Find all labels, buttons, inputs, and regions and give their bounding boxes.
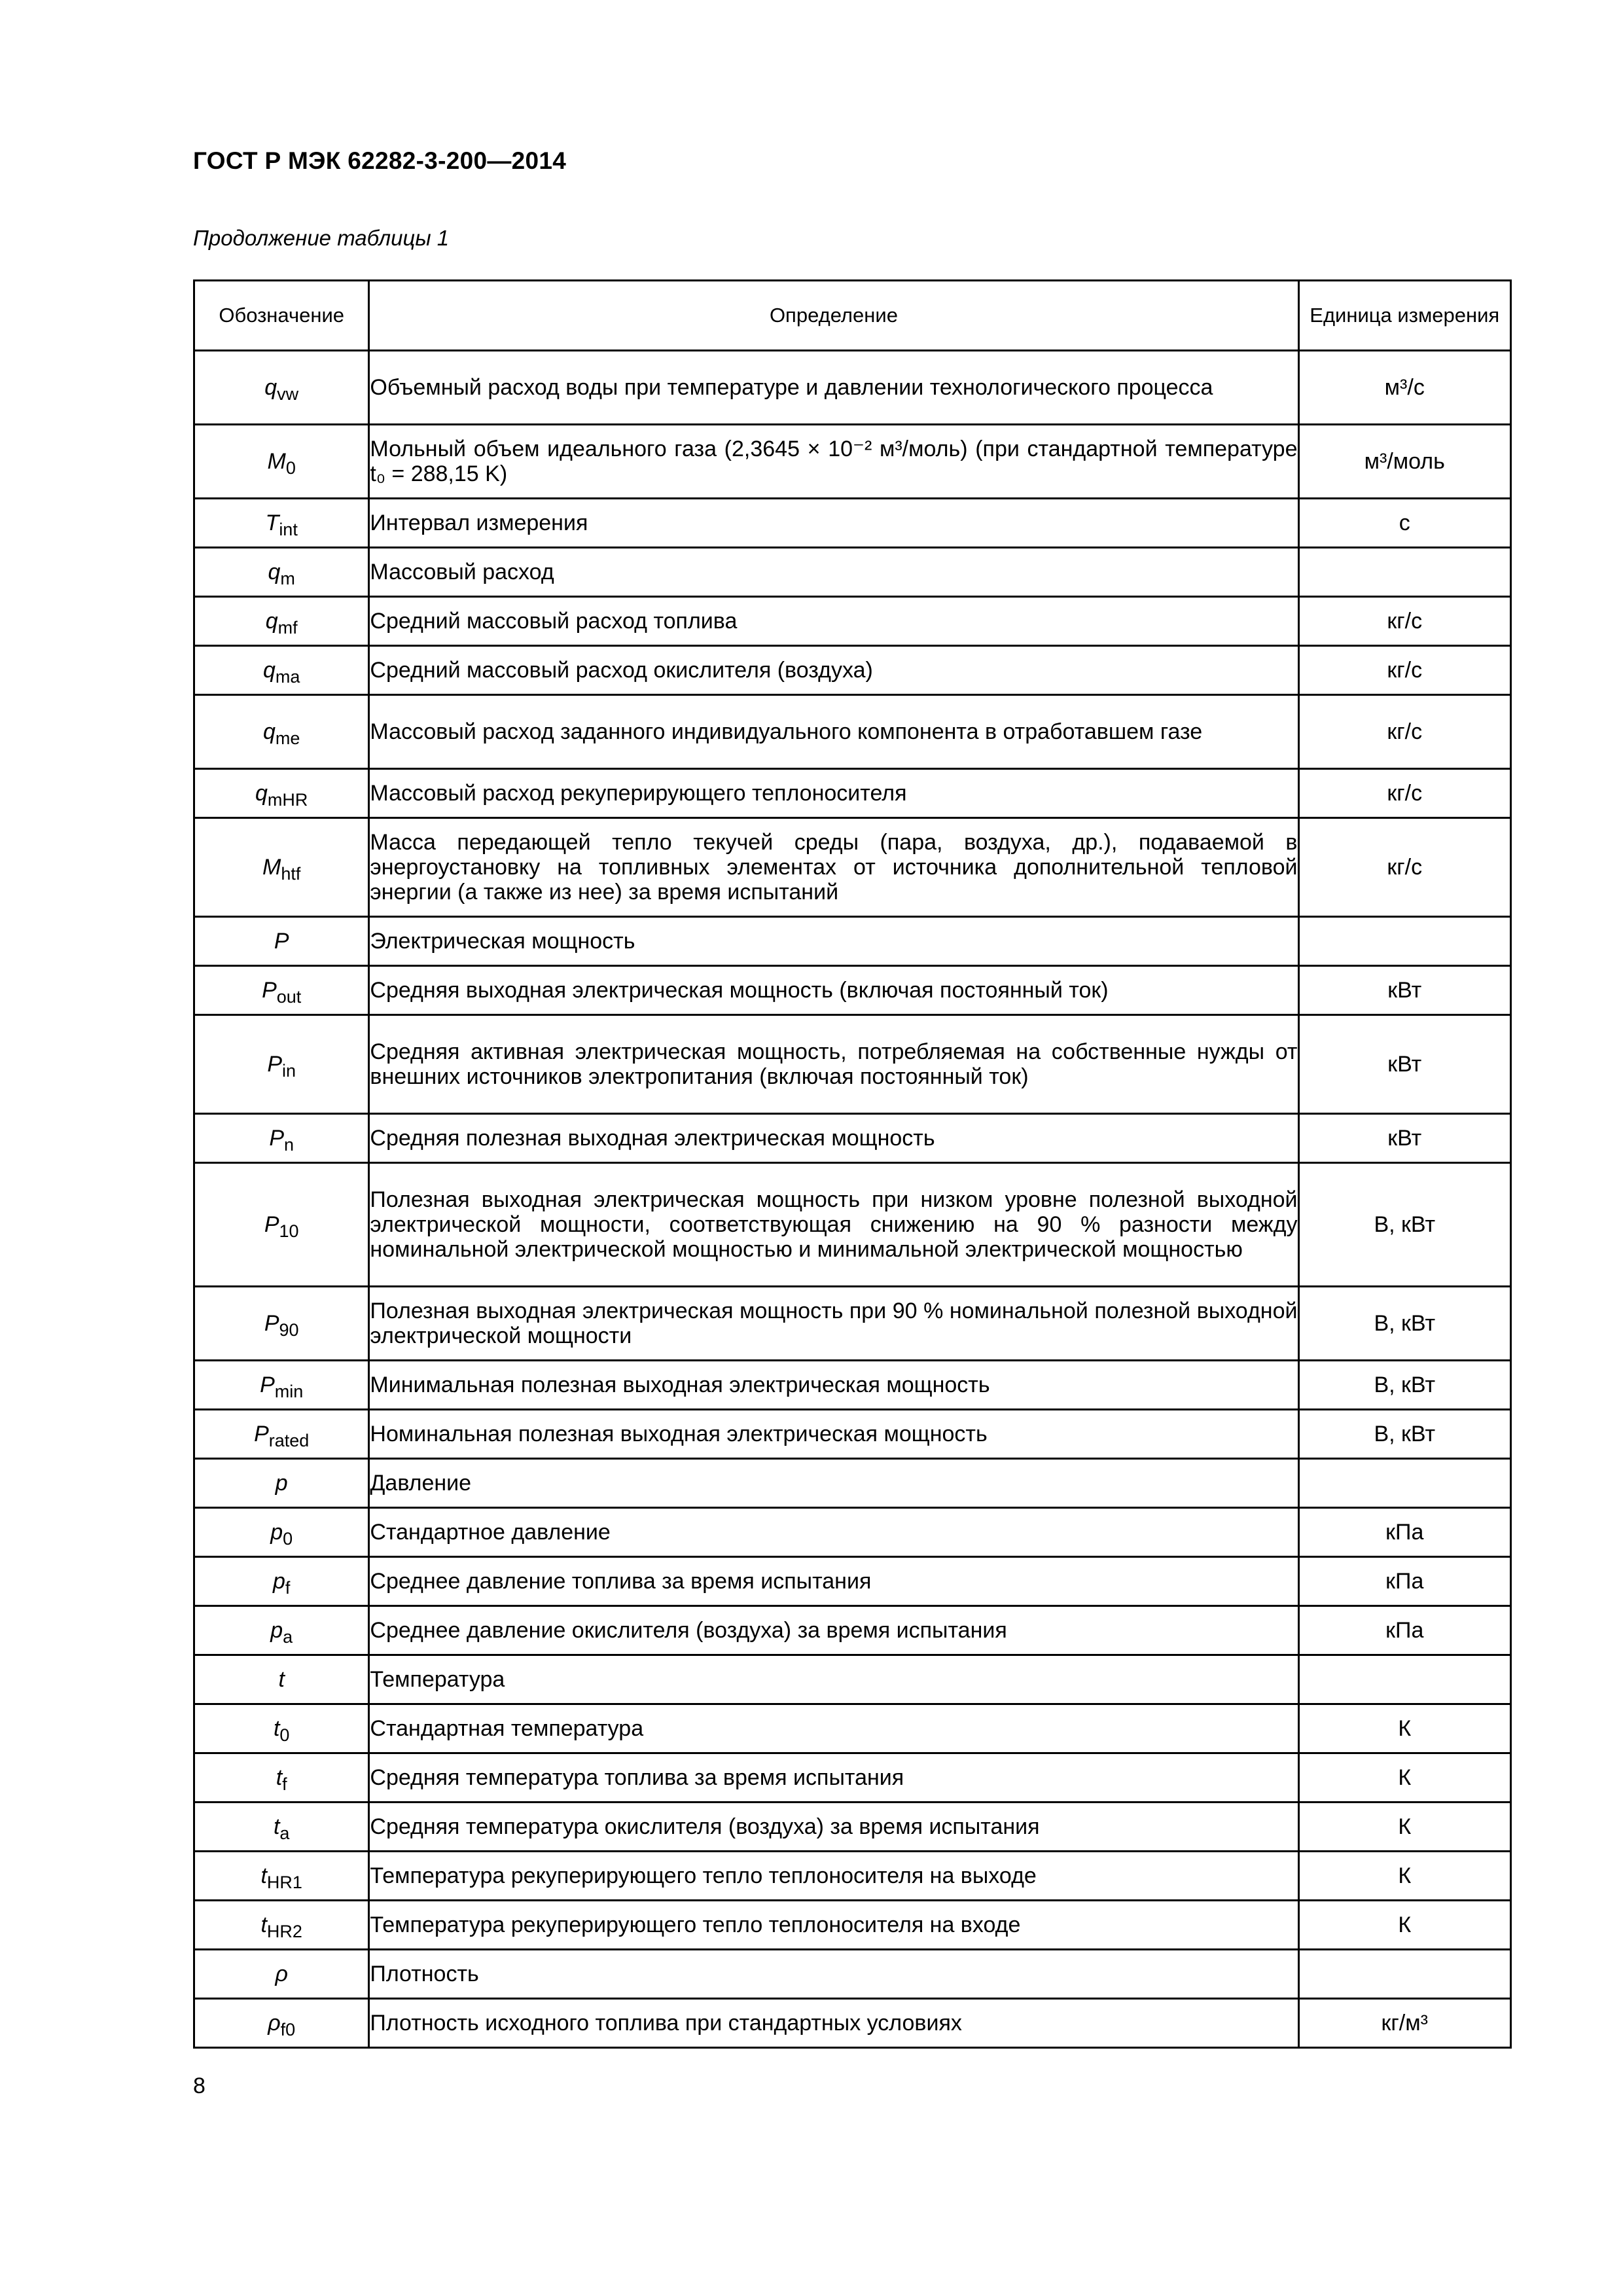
unit-cell: К [1298, 1901, 1511, 1950]
symbol-base: p [272, 1568, 285, 1594]
definition-cell: Интервал измерения [369, 499, 1298, 548]
symbol-cell [194, 351, 369, 425]
symbol-cell [194, 769, 369, 818]
table-header-row [194, 281, 1511, 351]
unit-cell: К [1298, 1704, 1511, 1753]
symbol-cell [194, 1655, 369, 1704]
unit-cell: В, кВт [1298, 1287, 1511, 1361]
symbol-subscript: min [274, 1381, 304, 1401]
symbol-cell [194, 1508, 369, 1557]
definition-cell: Полезная выходная электрическая мощность при низком уровне полезной выходной электрической мощности, соответствующая снижению на 90 % разности между номинальной электрической мощностью и минимальной электрической мощностью [369, 1163, 1298, 1287]
definition-cell: Номинальная полезная выходная электрическая мощность [369, 1410, 1298, 1459]
symbol-base: M [267, 448, 286, 474]
symbol-base: P [264, 1211, 279, 1237]
symbol-cell [194, 1704, 369, 1753]
header-symbol: Обозначение [194, 281, 369, 351]
table-row [194, 1803, 1511, 1852]
table-row [194, 1901, 1511, 1950]
definition-cell: Температура [369, 1655, 1298, 1704]
unit-cell: кВт [1298, 966, 1511, 1015]
symbol-subscript: 10 [279, 1221, 299, 1241]
unit-cell: К [1298, 1753, 1511, 1803]
unit-cell: кПа [1298, 1606, 1511, 1655]
table-row [194, 1508, 1511, 1557]
symbol-subscript: 90 [279, 1319, 299, 1340]
symbol-cell [194, 1901, 369, 1950]
table-row [194, 1655, 1511, 1704]
definition-cell: Температура рекуперирующего тепло теплоносителя на входе [369, 1901, 1298, 1950]
table-row [194, 1606, 1511, 1655]
symbol-subscript: HR2 [266, 1921, 302, 1941]
definition-cell: Средняя полезная выходная электрическая мощность [369, 1114, 1298, 1163]
symbol-base: q [255, 780, 268, 806]
symbol-subscript: m [280, 568, 295, 588]
symbol-subscript: 0 [283, 1528, 293, 1549]
table-row [194, 1704, 1511, 1753]
page-number: 8 [193, 2073, 205, 2098]
unit-cell: кг/с [1298, 818, 1511, 917]
unit-cell [1298, 1655, 1511, 1704]
table-row [194, 1163, 1511, 1287]
unit-cell [1298, 917, 1511, 966]
definition-cell: Средняя температура окислителя (воздуха) за время испытания [369, 1803, 1298, 1852]
table-row [194, 425, 1511, 499]
table-row [194, 646, 1511, 695]
symbol-base: t [278, 1666, 285, 1692]
symbol-base: T [265, 510, 279, 535]
table-row [194, 1753, 1511, 1803]
symbol-subscript: htf [281, 863, 301, 884]
symbol-subscript: 0 [285, 457, 296, 478]
symbol-base: t [260, 1863, 267, 1888]
definition-cell: Масса передающей тепло текучей среды (пара, воздуха, др.), подаваемой в энергоустановку на топливных элементах от источника дополнительной тепловой энергии (а также из нее) за время испытаний [369, 818, 1298, 917]
symbol-cell [194, 1606, 369, 1655]
table-row [194, 597, 1511, 646]
symbol-base: ρ [268, 2010, 281, 2036]
symbols-table [193, 279, 1512, 2049]
symbol-cell [194, 818, 369, 917]
unit-cell: кВт [1298, 1114, 1511, 1163]
table-row [194, 1287, 1511, 1361]
unit-cell: кг/с [1298, 695, 1511, 769]
definition-cell: Стандартное давление [369, 1508, 1298, 1557]
symbol-subscript: a [283, 1626, 293, 1647]
table-row [194, 769, 1511, 818]
definition-cell: Полезная выходная электрическая мощность при 90 % номинальной полезной выходной электрической мощности [369, 1287, 1298, 1361]
symbol-base: t [273, 1715, 280, 1741]
symbol-subscript: me [275, 728, 300, 748]
definition-cell: Средний массовый расход топлива [369, 597, 1298, 646]
unit-cell: кг/с [1298, 769, 1511, 818]
table-row [194, 548, 1511, 597]
definition-cell: Среднее давление топлива за время испытания [369, 1557, 1298, 1606]
unit-cell: кг/с [1298, 597, 1511, 646]
definition-cell: Объемный расход воды при температуре и давлении технологического процесса [369, 351, 1298, 425]
symbol-base: p [270, 1617, 283, 1643]
header-unit: Единица измерения [1298, 281, 1511, 351]
symbol-base: P [260, 1372, 275, 1397]
symbol-base: P [264, 1310, 279, 1336]
definition-cell: Плотность исходного топлива при стандартных условиях [369, 1999, 1298, 2048]
symbol-base: p [270, 1519, 283, 1545]
unit-cell: В, кВт [1298, 1410, 1511, 1459]
definition-cell: Давление [369, 1459, 1298, 1508]
symbol-cell [194, 1803, 369, 1852]
unit-cell: кВт [1298, 1015, 1511, 1114]
symbol-cell [194, 1114, 369, 1163]
symbol-cell [194, 1999, 369, 2048]
table-row [194, 1459, 1511, 1508]
table-row [194, 1361, 1511, 1410]
definition-cell: Электрическая мощность [369, 917, 1298, 966]
symbol-base: M [262, 854, 281, 880]
symbol-base: P [262, 977, 277, 1003]
symbol-cell [194, 1015, 369, 1114]
symbol-cell [194, 1287, 369, 1361]
unit-cell: с [1298, 499, 1511, 548]
symbol-base: t [276, 1765, 283, 1790]
symbol-base: P [267, 1051, 283, 1077]
definition-cell: Массовый расход [369, 548, 1298, 597]
symbol-base: t [260, 1912, 267, 1937]
definition-cell: Мольный объем идеального газа (2,3645 × 10⁻² м³/моль) (при стандартной температуре t₀ = 288,15 K) [369, 425, 1298, 499]
symbol-cell [194, 695, 369, 769]
table-continuation-caption: Продолжение таблицы 1 [193, 226, 450, 250]
symbol-subscript: HR1 [266, 1872, 302, 1892]
symbol-cell [194, 1410, 369, 1459]
symbol-base: q [262, 719, 276, 744]
symbol-cell [194, 1950, 369, 1999]
symbol-base: q [262, 657, 276, 683]
symbol-subscript: f0 [280, 2019, 296, 2039]
table-row [194, 1015, 1511, 1114]
symbol-cell [194, 1361, 369, 1410]
symbol-base: ρ [275, 1961, 288, 1986]
symbol-base: P [274, 928, 289, 954]
table-row [194, 818, 1511, 917]
table-row [194, 1852, 1511, 1901]
unit-cell: К [1298, 1852, 1511, 1901]
symbol-cell [194, 966, 369, 1015]
symbol-base: t [273, 1814, 280, 1839]
symbol-cell [194, 1852, 369, 1901]
definition-cell: Минимальная полезная выходная электрическая мощность [369, 1361, 1298, 1410]
definition-cell: Средняя выходная электрическая мощность (включая постоянный ток) [369, 966, 1298, 1015]
symbol-subscript: rated [268, 1430, 310, 1450]
unit-cell: кг/с [1298, 646, 1511, 695]
table-row [194, 966, 1511, 1015]
symbol-cell [194, 1163, 369, 1287]
table-row [194, 1557, 1511, 1606]
symbol-cell [194, 1753, 369, 1803]
symbol-cell [194, 1557, 369, 1606]
table-row [194, 1410, 1511, 1459]
symbol-base: P [269, 1125, 285, 1151]
symbol-subscript: n [284, 1134, 294, 1155]
symbol-cell [194, 646, 369, 695]
table-row [194, 695, 1511, 769]
unit-cell: м³/с [1298, 351, 1511, 425]
table-row [194, 1999, 1511, 2048]
symbol-base: q [264, 374, 277, 400]
definition-cell: Массовый расход заданного индивидуального компонента в отработавшем газе [369, 695, 1298, 769]
unit-cell [1298, 1950, 1511, 1999]
symbol-subscript: f [282, 1774, 287, 1794]
unit-cell: В, кВт [1298, 1163, 1511, 1287]
definition-cell: Температура рекуперирующего тепло теплоносителя на выходе [369, 1852, 1298, 1901]
symbol-base: q [268, 559, 281, 584]
symbol-base: P [254, 1421, 269, 1446]
definition-cell: Средняя температура топлива за время испытания [369, 1753, 1298, 1803]
symbol-base: p [275, 1470, 288, 1496]
symbol-subscript: vw [277, 384, 299, 404]
table-body [194, 351, 1511, 2048]
symbol-subscript: ma [275, 666, 300, 687]
definition-cell: Стандартная температура [369, 1704, 1298, 1753]
symbol-subscript: f [285, 1577, 291, 1598]
symbol-subscript: out [276, 986, 302, 1007]
document-header: ГОСТ Р МЭК 62282-3-200—2014 [193, 147, 567, 174]
table-row [194, 917, 1511, 966]
unit-cell [1298, 1459, 1511, 1508]
unit-cell: кПа [1298, 1557, 1511, 1606]
table-row [194, 1114, 1511, 1163]
symbol-cell [194, 499, 369, 548]
header-definition: Определение [369, 281, 1298, 351]
symbol-cell [194, 917, 369, 966]
unit-cell: м³/моль [1298, 425, 1511, 499]
unit-cell: К [1298, 1803, 1511, 1852]
symbol-subscript: 0 [279, 1725, 290, 1745]
definition-cell: Плотность [369, 1950, 1298, 1999]
symbol-subscript: mHR [267, 789, 308, 810]
symbol-cell [194, 1459, 369, 1508]
symbol-base: q [265, 608, 278, 634]
table-row [194, 499, 1511, 548]
unit-cell: В, кВт [1298, 1361, 1511, 1410]
definition-cell: Средний массовый расход окислителя (воздуха) [369, 646, 1298, 695]
definition-cell: Среднее давление окислителя (воздуха) за время испытания [369, 1606, 1298, 1655]
unit-cell: кПа [1298, 1508, 1511, 1557]
symbol-cell [194, 548, 369, 597]
table-row [194, 1950, 1511, 1999]
symbol-cell [194, 597, 369, 646]
unit-cell [1298, 548, 1511, 597]
symbol-subscript: a [279, 1823, 290, 1843]
unit-cell: кг/м³ [1298, 1999, 1511, 2048]
symbol-subscript: in [282, 1060, 296, 1081]
definition-cell: Массовый расход рекуперирующего теплоносителя [369, 769, 1298, 818]
symbol-subscript: mf [277, 617, 298, 637]
table-row [194, 351, 1511, 425]
definition-cell: Средняя активная электрическая мощность, потребляемая на собственные нужды от внешних источников электропитания (включая постоянный ток) [369, 1015, 1298, 1114]
symbol-cell [194, 425, 369, 499]
symbol-subscript: int [279, 519, 298, 539]
